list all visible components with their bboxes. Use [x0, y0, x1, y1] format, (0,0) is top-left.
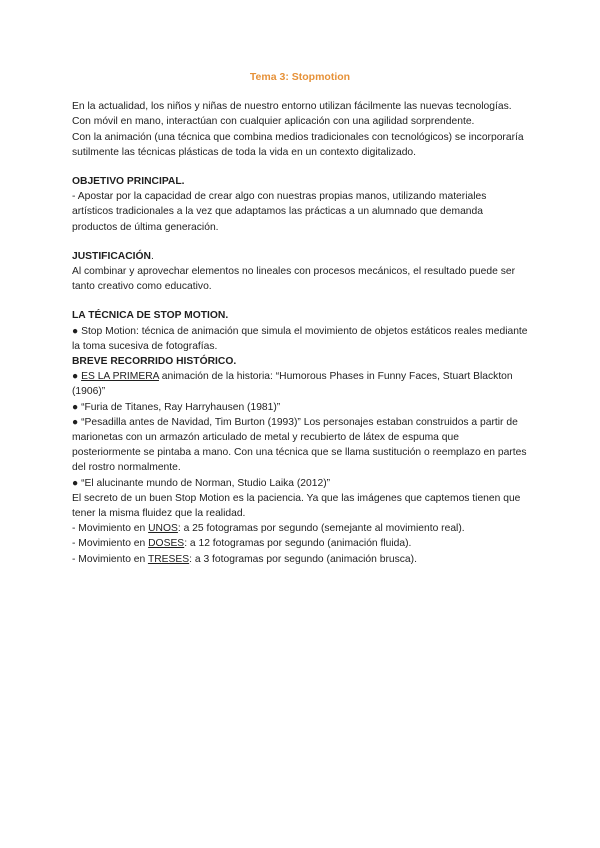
movimiento-doses [72, 536, 528, 551]
recorrido-bullet-2: ● “Furia de Titanes, Ray Harryhausen (1981)” [72, 401, 281, 413]
recorrido-bullet-4: ● “El alucinante mundo de Norman, Studio Laika (2012)” [72, 477, 331, 489]
recorrido-bullet-1 [72, 369, 528, 399]
movimiento-treses-term: TRESES [147, 553, 190, 565]
intro-paragraph-1: En la actualidad, los niños y niñas de nuestro entorno utilizan fácilmente las nuevas tecnologías. Con móvil en mano, interactúan con cualquier aplicación con una agilidad sorprendente. [72, 101, 512, 128]
movimiento-treses-rest: : a 3 fotogramas por segundo (animación brusca). [189, 553, 417, 565]
intro-paragraph-2: Con la animación (una técnica que combina medios tradicionales con tecnológicos) se incorporaría sutilmente las técnicas plásticas de toda la vida en un contexto digitalizado. [72, 131, 524, 158]
movimiento-unos [72, 521, 528, 536]
tecnica-bullet: ● Stop Motion: técnica de animación que simula el movimiento de objetos estáticos reales mediante la toma sucesiva de fotografías. [72, 325, 528, 352]
bullet-1-underlined: ES LA PRIMERA [81, 371, 159, 383]
movimiento-doses-term: DOSES [148, 538, 185, 550]
movimiento-treses [72, 552, 528, 567]
bullet-1-rest: animación de la historia: “Humorous Phases in Funny Faces, Stuart Blackton (1906)” [72, 371, 513, 398]
movimiento-unos-term: UNOS [148, 523, 178, 535]
objetivo-text: - Apostar por la capacidad de crear algo con nuestras propias manos, utilizando materiales artísticos tradicionales a la vez que adaptamos las prácticas a un alumnado que demanda productos de última generación. [72, 191, 487, 233]
document-page [72, 70, 528, 567]
recorrido-bullet-3: ● “Pesadilla antes de Navidad, Tim Burton (1993)” Los personajes estaban construidos a partir de marionetas con un armazón articulado de metal y recubierto de látex de espuma que posteriormente se pintaba a mano. Con una técnica que se llama sustitución o reemplazo en partes del rostro normalmente. [72, 416, 527, 474]
justificacion-heading-line [72, 249, 528, 264]
movimiento-doses-rest: : a 12 fotogramas por segundo (animación fluida). [184, 538, 412, 550]
bullet-1-prefix: ● [72, 371, 82, 383]
document-title: Tema 3: Stopmotion [249, 71, 351, 83]
justificacion-heading: JUSTIFICACIÓN [72, 250, 151, 262]
justificacion-text: Al combinar y aprovechar elementos no lineales con procesos mecánicos, el resultado puede ser tanto creativo como educativo. [72, 266, 516, 293]
justificacion-heading-suffix: . [150, 250, 154, 262]
movimiento-unos-rest: : a 25 fotogramas por segundo (semejante al movimiento real). [177, 523, 465, 535]
movimiento-unos-prefix: - Movimiento en [72, 523, 149, 535]
recorrido-heading: BREVE RECORRIDO HISTÓRICO. [72, 356, 237, 368]
tecnica-heading: LA TÉCNICA DE STOP MOTION. [72, 310, 229, 322]
objetivo-heading: OBJETIVO PRINCIPAL. [72, 176, 185, 188]
movimiento-doses-prefix: - Movimiento en [72, 538, 149, 550]
movimiento-treses-prefix: - Movimiento en [72, 553, 148, 565]
recorrido-secret: El secreto de un buen Stop Motion es la paciencia. Ya que las imágenes que captemos tienen que tener la misma fluidez que la realidad. [72, 492, 521, 520]
